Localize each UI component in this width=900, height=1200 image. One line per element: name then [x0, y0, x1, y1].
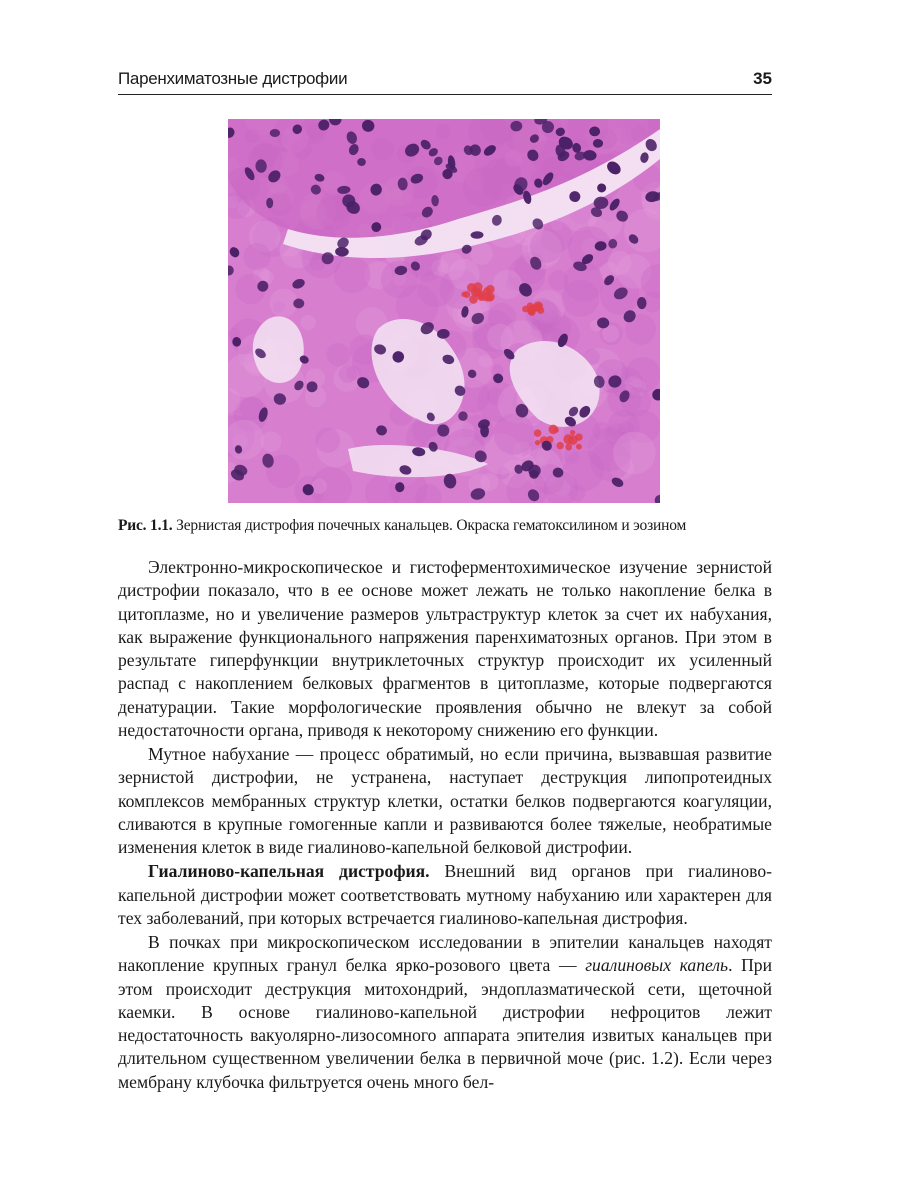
figure-caption-label: Рис. 1.1. [118, 517, 173, 534]
paragraph-3 [118, 860, 772, 930]
figure-caption-text: Зернистая дистрофия почечных канальцев. Окраска гематоксилином и эозином [172, 517, 687, 534]
running-header-title: Паренхиматозные дистрофии [118, 69, 348, 88]
running-header [118, 64, 772, 95]
micrograph-figure [228, 119, 660, 503]
paragraph-4-text-a: В почках при микроскопическом исследовании в эпителии канальцев находят накопление крупных гранул белка ярко-розового цвета — [118, 932, 772, 976]
paragraph-1: Электронно-микроскопическое и гистоферментохимическое изучение зернистой дистрофии показало, что в ее основе может лежать не только накопление белка в цитоплазме, но и увеличение размеров ультраструктур клеток за счет их набухания, как выражение функционального напряжения паренхиматозных органов. При этом в результате гиперфункции внутриклеточных структур происходит их усиленный распад с накоплением белковых фрагментов в цитоплазме, которые подвергаются денатурации. Такие морфологические проявления обычно не влекут за собой недостаточности органа, приводя к некоторому снижению его функции. [118, 557, 772, 740]
micrograph-image [228, 119, 660, 503]
paragraph-2: Мутное набухание — процесс обратимый, но если причина, вызвавшая развитие зернистой дистрофии, не устранена, наступает деструкция липопротеидных комплексов мембранных структур клетки, остатки белков подвергаются коагуляции, сливаются в крупные гомогенные капли и развиваются более тяжелые, необратимые изменения клеток в виде гиалиново-капельной белковой дистрофии. [118, 744, 772, 857]
paragraph-4-text-b: . При этом происходит деструкция митохондрий, эндоплазматической сети, щеточной каемки. В основе гиалиново-капельной дистрофии нефроцитов лежит недостаточность вакуолярно-лизосомного аппарата эпителия извитых канальцев при длительном существенном увеличении белка в первичной моче (рис. 1.2). Если через мембрану клубочка фильтруется очень много бел- [118, 955, 772, 1092]
paragraph-3-heading: Гиалиново-капельная дистрофия. [148, 861, 430, 882]
paragraph-3-text: Внешний вид органов при гиалиново-капельной дистрофии может соответствовать мутному набуханию или характерен для тех заболеваний, при которых встречается гиалиново-капельная дистрофия. [118, 861, 773, 928]
figure-caption [118, 516, 778, 536]
page-number: 35 [753, 69, 772, 88]
paragraph-4-italic-term: гиалиновых капель [585, 955, 729, 976]
body-text [118, 556, 772, 1095]
paragraph-4 [118, 931, 772, 1094]
